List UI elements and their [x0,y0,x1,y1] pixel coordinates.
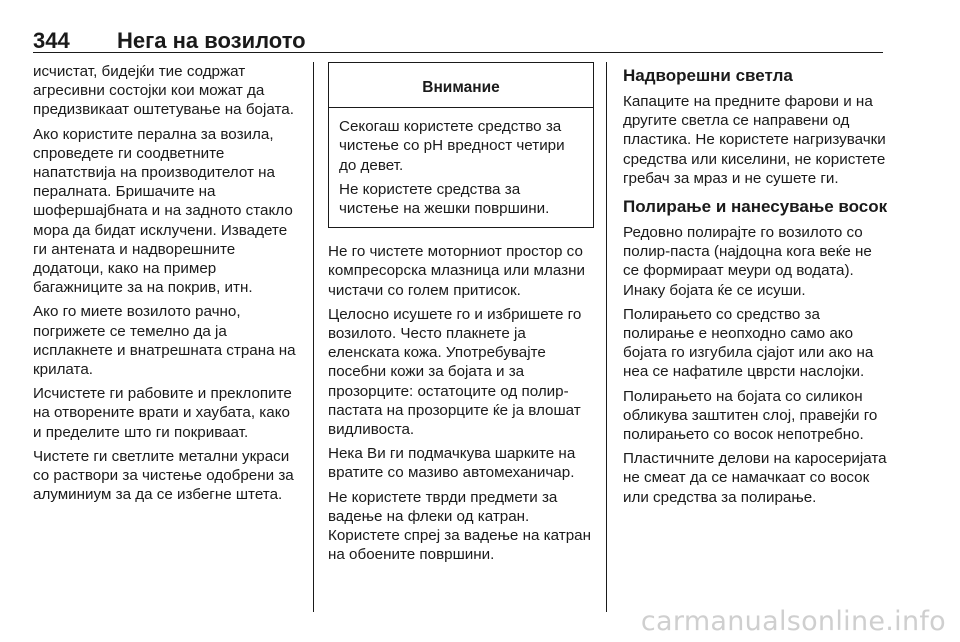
section-heading: Надворешни светла [623,66,793,85]
paragraph: исчистат, бидејќи тие содржат агресивни состојки кои можат да предизвикаат оштетување на бојата. [33,63,294,119]
warning-title: Внимание [329,63,593,108]
paragraph: Не користете тврди предмети за вадење на флеки од катран. Користете спреј за вадење на катран на обоените површини. [328,488,591,564]
paragraph: Не го чистете моторниот простор со компресорска млазница или млазни чистачи со голем притисок. [328,243,585,299]
warning-paragraph: Секогаш користете средство за чистење со pH вредност четири до девет. [339,118,565,174]
column-divider-right [606,62,607,612]
paragraph: Исчистете ги рабовите и преклопите на отворените врати и хаубата, како и пределите што ги покриваат. [33,385,292,441]
paragraph: Ако го миете возилото рачно, погрижете се темелно да ја исплакнете и внатрешната страна на крилата. [33,303,296,379]
text-column-1 [33,62,301,509]
text-column-2 [328,62,594,569]
paragraph: Капаците на предните фарови и на другите светла се направени од пластика. Не користете нагризувачки средства или киселини, не користете гребач за мраз и не сушете ги. [623,93,886,187]
section-heading: Полирање и нанесување восок [623,197,888,217]
text-column-3 [623,62,889,512]
paragraph: Полирањето со средство за полирање е неопходно само ако бојата го изгубила сјајот или ако на неа се нафатиле цврсти наслојки. [623,305,874,381]
warning-box [328,62,594,228]
paragraph: Чистете ги светлите метални украси со раствори за чистење одобрени за алуминиум за да се избегне штета. [33,447,294,504]
warning-paragraph: Не користете средства за чистење на жешки површини. [339,180,550,218]
paragraph: Пластичните делови на каросеријата не смеат да се намачкаат со восок или средства за полирање. [623,450,887,506]
column-divider-left [313,62,314,612]
paragraph: Целосно исушете го и избришете го возилото. Често плакнете ја еленската кожа. Употребувајте посебни кожи за бојата и за прозорците: остатоците од полир-пастата на прозорците ќе ја влошат видливоста. [328,305,582,439]
paragraph: Полирањето на бојата со силикон обликува заштитен слој, правејќи го полирањето со восок непотребно. [623,387,878,444]
warning-body [329,108,593,227]
paragraph: Ако користите перална за возила, спроведете ги соодветните напатствија на производителот на пералната. Бришачите на шофершајбната и на задното стакло мора да бидат исклучени. Извадете ги антената и надворешните додатоци, како на пример багажниците за на покрив, итн. [33,125,293,297]
page-number: 344 [33,28,70,53]
paragraph: Редовно полирајте го возилото со полир-паста (најдоцна кога веќе не се формираат меури од водата). Инаку бојата ќе се исуши. [623,224,872,299]
header-divider [33,52,883,53]
watermark: carmanualsonline.info [640,606,946,637]
paragraph: Нека Ви ги подмачкува шарките на вратите со мазиво автомеханичар. [328,445,576,482]
page-title: Нега на возилото [117,28,306,53]
